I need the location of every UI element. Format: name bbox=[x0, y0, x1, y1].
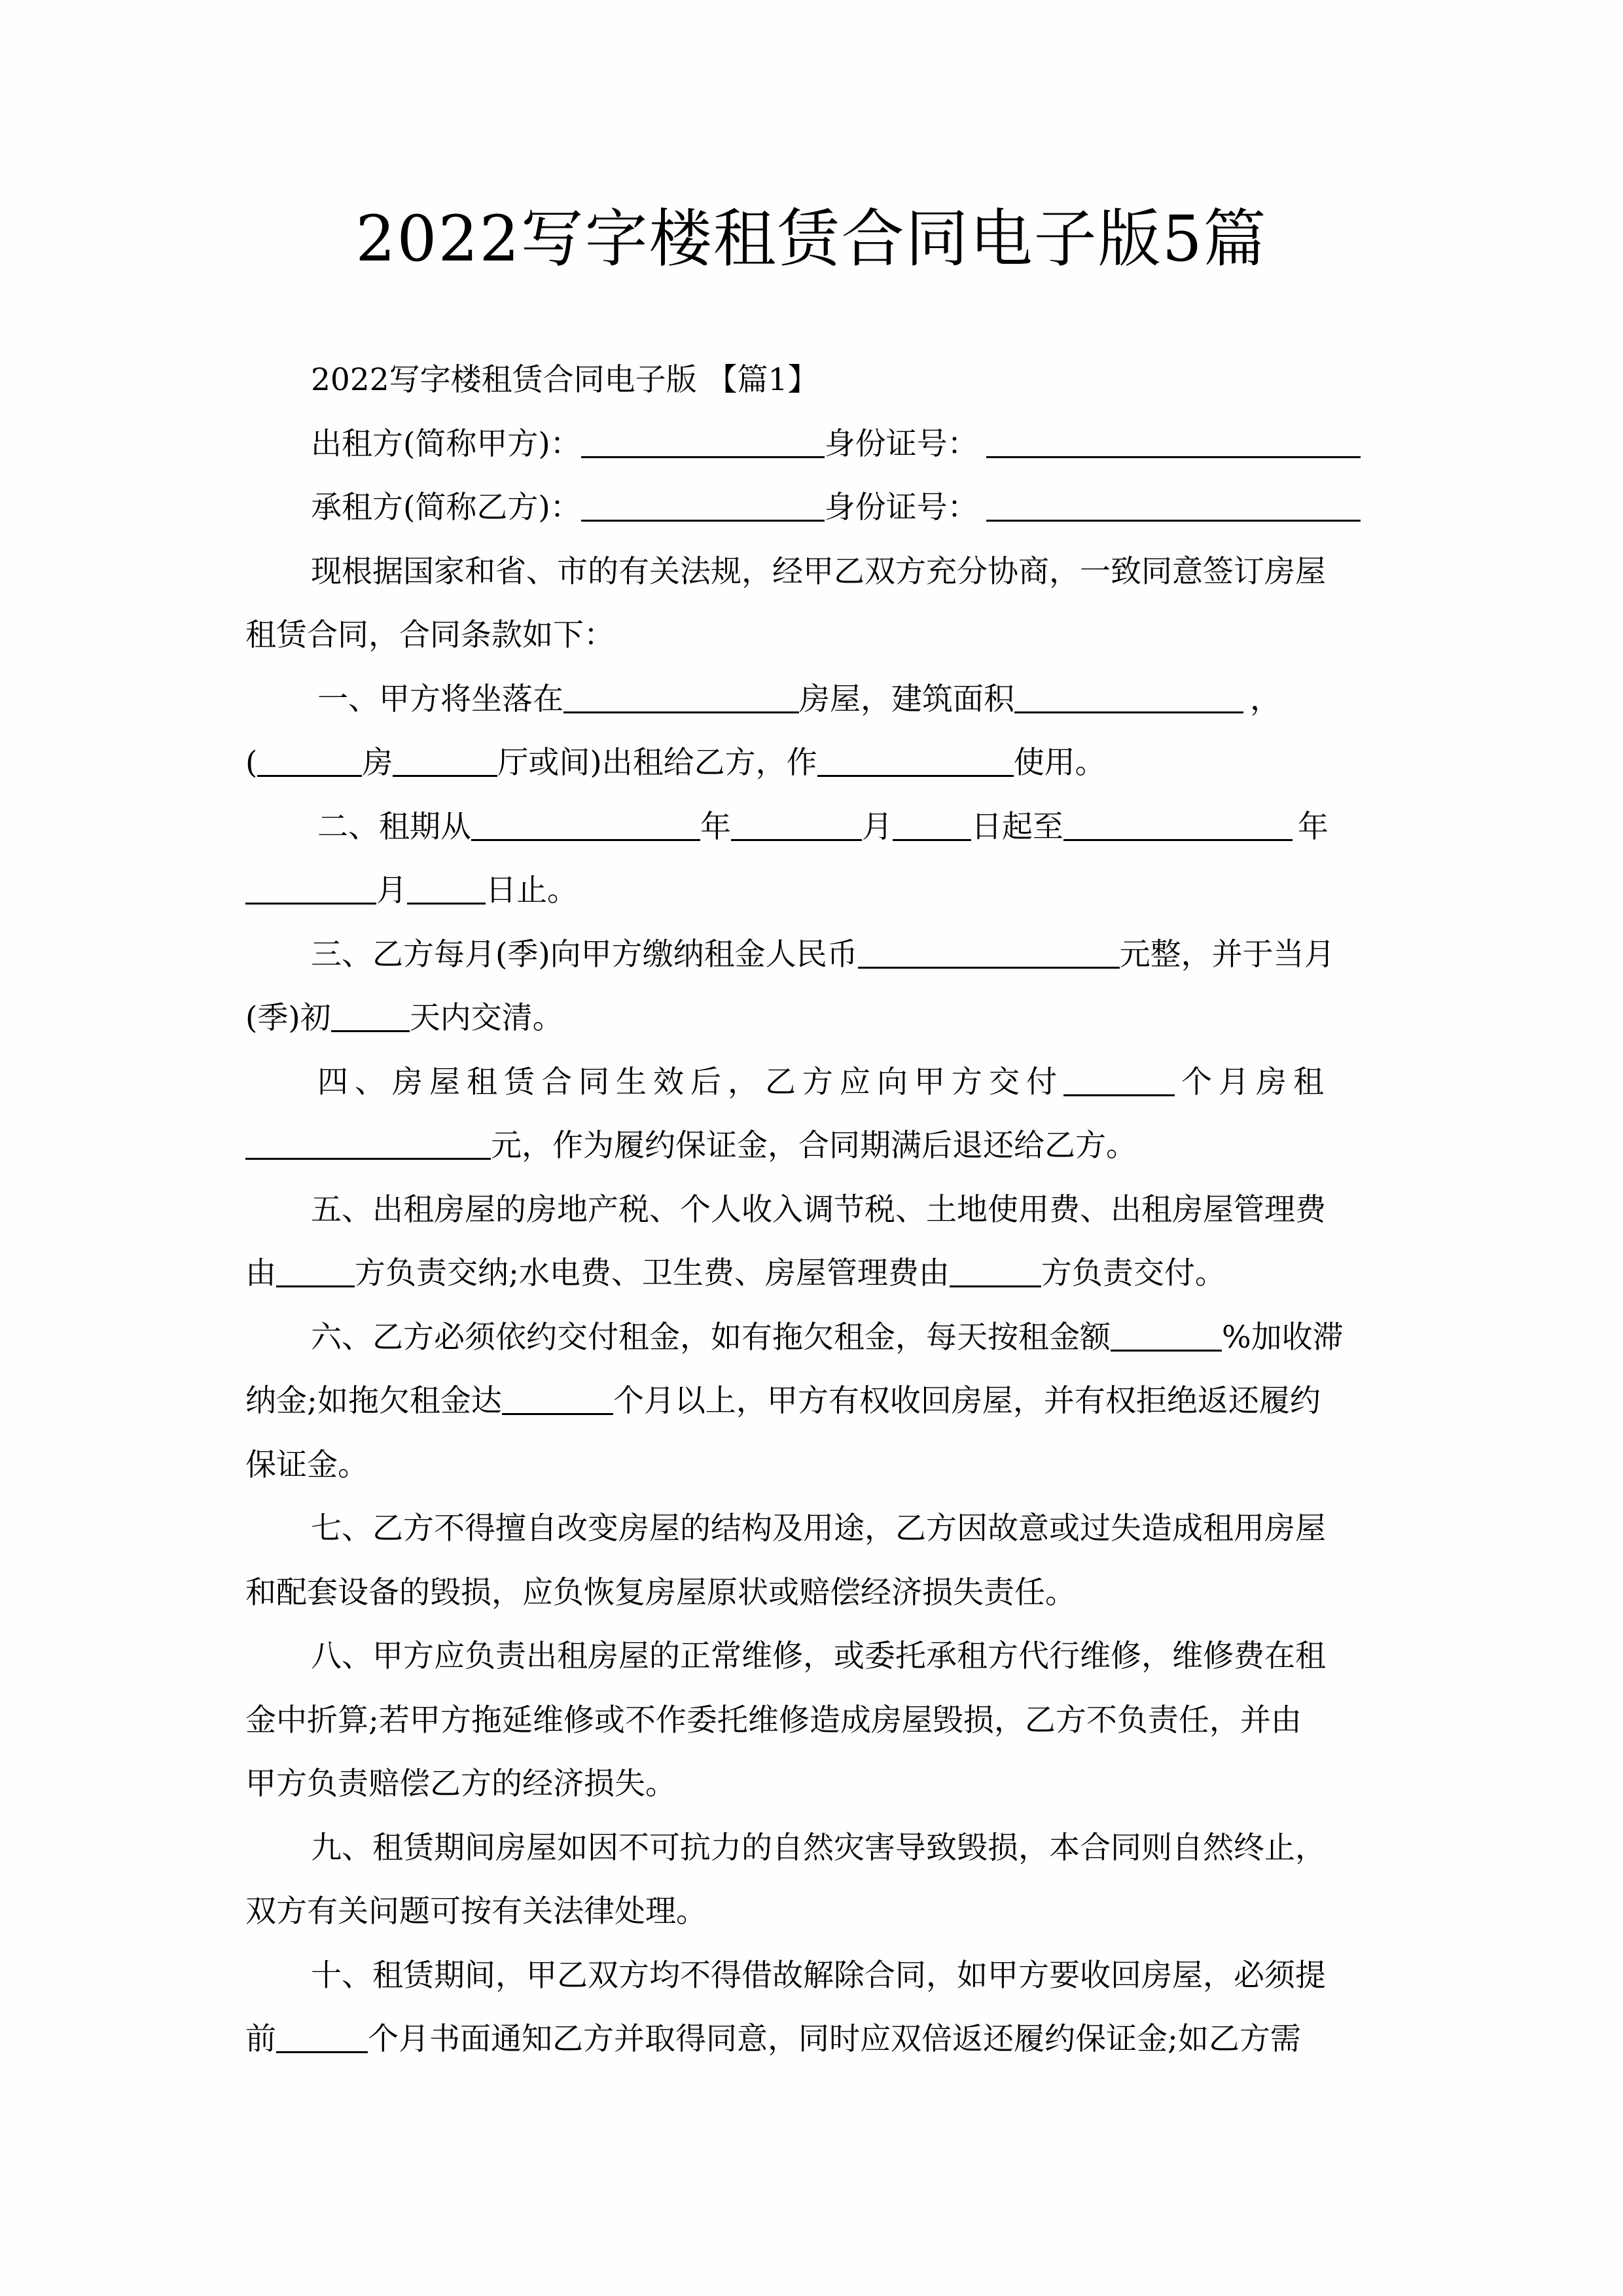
clause-5-line-1 bbox=[245, 1178, 1379, 1242]
utility-party-blank[interactable] bbox=[950, 1251, 1041, 1287]
clause-1-text: 一、甲方将坐落在 bbox=[317, 681, 563, 717]
clause-2-text: 日止。 bbox=[486, 872, 578, 908]
clause-10-text: 十、租赁期间，甲乙双方均不得借故解除合同，如甲方要收回房屋，必须提 bbox=[311, 1957, 1326, 1994]
clause-1-text: 房 bbox=[362, 745, 393, 781]
clause-1-text: ， bbox=[1250, 681, 1281, 717]
clause-3-text: 元整，并于当月 bbox=[1119, 936, 1335, 973]
clause-7-text: 和配套设备的毁损，应负恢复房屋原状或赔偿经济损失责任。 bbox=[245, 1574, 1076, 1611]
notice-months-blank[interactable] bbox=[276, 2017, 368, 2053]
clause-5-text: 方负责交付。 bbox=[1041, 1255, 1226, 1291]
clause-6-line-2 bbox=[245, 1369, 1379, 1433]
clause-2-line-2 bbox=[245, 859, 1379, 923]
clause-3-text: 三、乙方每月(季)向甲方缴纳租金人民币 bbox=[311, 936, 858, 973]
clause-5-text: 五、出租房屋的房地产税、个人收入调节税、土地使用费、出租房屋管理费 bbox=[311, 1191, 1326, 1228]
clause-1-text: 房屋，建筑面积 bbox=[799, 681, 1014, 717]
clause-10-text: 前 bbox=[245, 2021, 276, 2057]
tax-party-blank[interactable] bbox=[276, 1251, 355, 1287]
clause-9-line-1 bbox=[245, 1816, 1379, 1880]
clause-4-text: 四、房屋租赁合同生效后，乙方应向甲方交付 bbox=[317, 1064, 1063, 1100]
clause-6-text: 保证金。 bbox=[245, 1446, 368, 1483]
lessor-id-label: 身份证号： bbox=[824, 425, 978, 462]
clause-8-text: 八、甲方应负责出租房屋的正常维修，或委托承租方代行维修，维修费在租 bbox=[311, 1638, 1326, 1674]
clause-7-text: 七、乙方不得擅自改变房屋的结构及用途，乙方因故意或过失造成租用房屋 bbox=[311, 1511, 1326, 1547]
clause-1-text: 使用。 bbox=[1013, 745, 1106, 781]
lessee-id-blank[interactable] bbox=[986, 486, 1361, 522]
document-body bbox=[245, 348, 1379, 2072]
clause-4-line-1 bbox=[245, 1050, 1379, 1115]
start-year-blank[interactable] bbox=[471, 805, 700, 841]
start-day-blank[interactable] bbox=[893, 805, 971, 841]
clause-6-text: 六、乙方必须依约交付租金，如有拖欠租金，每天按租金额 bbox=[311, 1319, 1111, 1355]
deposit-amount-blank[interactable] bbox=[245, 1124, 491, 1160]
clause-1-line-2 bbox=[245, 731, 1379, 795]
end-month-blank[interactable] bbox=[245, 869, 376, 905]
clause-8-line-2 bbox=[245, 1689, 1379, 1753]
clause-5-text: 由 bbox=[245, 1255, 276, 1291]
clause-3-line-2 bbox=[245, 986, 1379, 1050]
clause-10-line-1 bbox=[245, 1944, 1379, 2008]
halls-blank[interactable] bbox=[393, 741, 497, 777]
lessee-line bbox=[245, 476, 1379, 540]
intro-line-2 bbox=[245, 603, 1379, 668]
lessor-label: 出租方(简称甲方)： bbox=[311, 425, 581, 462]
clause-7-line-2 bbox=[245, 1561, 1379, 1625]
clause-1-line-1 bbox=[245, 668, 1379, 732]
clause-5-text: 方负责交纳;水电费、卫生费、房屋管理费由 bbox=[355, 1255, 950, 1291]
end-day-blank[interactable] bbox=[407, 869, 486, 905]
clause-9-line-2 bbox=[245, 1880, 1379, 1944]
clause-2-text: 月 bbox=[862, 808, 893, 845]
lessor-id-blank[interactable] bbox=[986, 422, 1361, 458]
arrears-months-blank[interactable] bbox=[502, 1379, 613, 1415]
clause-10-line-2 bbox=[245, 2007, 1379, 2072]
clause-8-text: 甲方负责赔偿乙方的经济损失。 bbox=[245, 1766, 676, 1802]
clause-6-text: %加收滞 bbox=[1222, 1319, 1344, 1355]
clause-4-line-2 bbox=[245, 1114, 1379, 1178]
late-fee-rate-blank[interactable] bbox=[1111, 1316, 1222, 1352]
clause-3-text: 天内交清。 bbox=[409, 1000, 563, 1036]
lessee-id-label: 身份证号： bbox=[824, 490, 978, 526]
clause-7-line-1 bbox=[245, 1497, 1379, 1561]
payment-days-blank[interactable] bbox=[331, 996, 410, 1032]
usage-blank[interactable] bbox=[817, 741, 1014, 777]
start-month-blank[interactable] bbox=[731, 805, 862, 841]
lessor-line bbox=[245, 412, 1379, 476]
document-title: 2022写字楼租赁合同电子版5篇 bbox=[355, 202, 1268, 276]
clause-8-line-3 bbox=[245, 1752, 1379, 1816]
clause-4-text: 个月房租 bbox=[1181, 1064, 1330, 1100]
clause-2-line-1 bbox=[245, 795, 1379, 859]
clause-1-text: 厅或间)出租给乙方，作 bbox=[497, 745, 817, 781]
rent-amount-blank[interactable] bbox=[858, 933, 1120, 969]
section-heading-text: 2022写字楼租赁合同电子版 【篇1】 bbox=[311, 362, 819, 398]
deposit-months-blank[interactable] bbox=[1063, 1060, 1175, 1096]
clause-4-text: 元，作为履约保证金，合同期满后退还给乙方。 bbox=[491, 1128, 1137, 1164]
clause-9-text: 双方有关问题可按有关法律处理。 bbox=[245, 1893, 707, 1929]
rooms-blank[interactable] bbox=[257, 741, 362, 777]
clause-2-text: 年 bbox=[1298, 808, 1329, 845]
clause-2-text: 日起至 bbox=[971, 808, 1063, 845]
intro-text-2: 租赁合同，合同条款如下： bbox=[245, 617, 615, 653]
clause-6-line-3 bbox=[245, 1433, 1379, 1498]
section-heading bbox=[245, 348, 1379, 412]
lessee-name-blank[interactable] bbox=[581, 486, 825, 522]
clause-3-text: (季)初 bbox=[245, 1000, 331, 1036]
clause-1-text: ( bbox=[245, 745, 258, 781]
clause-9-text: 九、租赁期间房屋如因不可抗力的自然灾害导致毁损，本合同则自然终止， bbox=[311, 1829, 1326, 1866]
clause-2-text: 月 bbox=[376, 872, 407, 908]
clause-3-line-1 bbox=[245, 923, 1379, 987]
lessor-name-blank[interactable] bbox=[581, 422, 825, 458]
clause-8-text: 金中折算;若甲方拖延维修或不作委托维修造成房屋毁损，乙方不负责任，并由 bbox=[245, 1702, 1302, 1738]
clause-2-text: 二、租期从 bbox=[317, 808, 471, 845]
clause-10-text: 个月书面通知乙方并取得同意，同时应双倍返还履约保证金;如乙方需 bbox=[368, 2021, 1301, 2057]
intro-text-1: 现根据国家和省、市的有关法规，经甲乙双方充分协商，一致同意签订房屋 bbox=[311, 553, 1326, 590]
intro-line-1 bbox=[245, 540, 1379, 604]
end-year-blank[interactable] bbox=[1063, 805, 1293, 841]
clause-8-line-1 bbox=[245, 1624, 1379, 1689]
lessee-label: 承租方(简称乙方)： bbox=[311, 490, 581, 526]
clause-6-text: 纳金;如拖欠租金达 bbox=[245, 1383, 502, 1419]
floor-area-blank[interactable] bbox=[1014, 677, 1243, 713]
clause-6-line-1 bbox=[245, 1306, 1379, 1370]
clause-5-line-2 bbox=[245, 1242, 1379, 1306]
clause-6-text: 个月以上，甲方有权收回房屋，并有权拒绝返还履约 bbox=[613, 1383, 1321, 1419]
clause-2-text: 年 bbox=[700, 808, 731, 845]
property-location-blank[interactable] bbox=[563, 677, 799, 713]
